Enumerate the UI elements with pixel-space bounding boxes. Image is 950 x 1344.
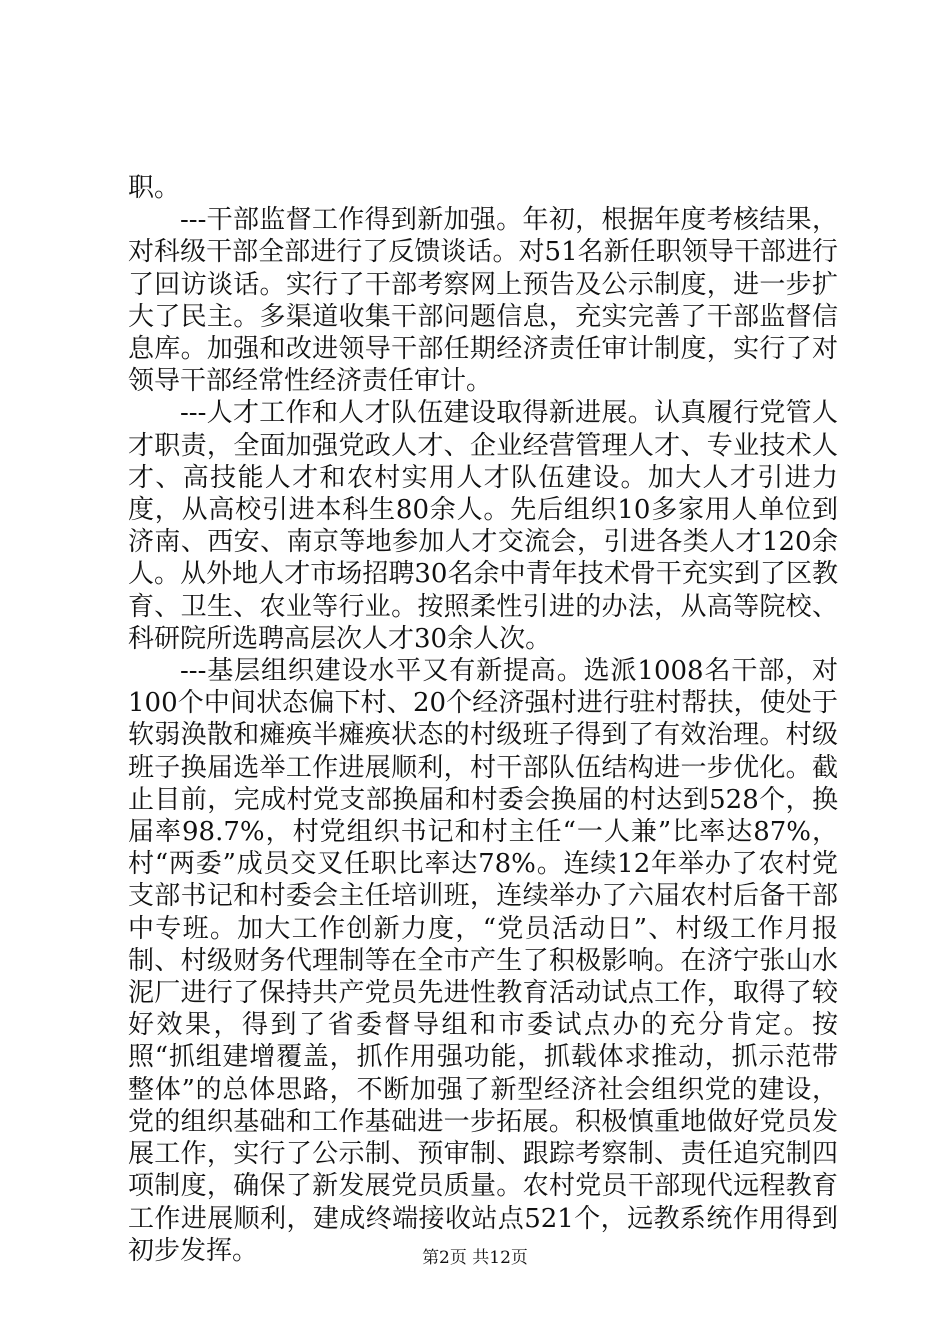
paragraph-cadre-supervision: ---干部监督工作得到新加强。年初，根据年度考核结果，对科级干部全部进行了反馈谈话。对51名新任职领导干部进行了回访谈话。实行了干部考察网上预告及公示制度，进一步扩大了民主。多渠道收集干部问题信息，充实完善了干部监督信息库。加强和改进领导干部任期经济责任审计制度，实行了对领导干部经常性经济责任审计。 — [128, 205, 838, 397]
paragraph-grassroots-organization: ---基层组织建设水平又有新提高。选派1008名干部，对100个中间状态偏下村、20个经济强村进行驻村帮扶，使处于软弱涣散和瘫痪半瘫痪状态的村级班子得到了有效治理。村级班子换届选举工作进展顺利，村干部队伍结构进一步优化。截止目前，完成村党支部换届和村委会换届的村达到528个，换届率98.7%，村党组织书记和村主任“一人兼”比率达87%，村“两委”成员交叉任职比率达78%。连续12年举办了农村党支部书记和村委会主任培训班，连续举办了六届农村后备干部中专班。加大工作创新力度，“党员活动日”、村级工作月报制、村级财务代理制等在全市产生了积极影响。在济宁张山水泥厂进行了保持共产党员先进性教育活动试点工作，取得了较好效果，得到了省委督导组和市委试点办的充分肯定。按照“抓组建增覆盖，抓作用强功能，抓载体求推动，抓示范带整体”的总体思路，不断加强了新型经济社会组织党的建设，党的组织基础和工作基础进一步拓展。积极慎重地做好党员发展工作，实行了公示制、预审制、跟踪考察制、责任追究制四项制度，确保了新发展党员质量。农村党员干部现代远程教育工作进展顺利，建成终端接收站点521个，远教系统作用得到初步发挥。 — [128, 656, 838, 1266]
paragraph-talent-work: ---人才工作和人才队伍建设取得新进展。认真履行党管人才职责，全面加强党政人才、企业经营管理人才、专业技术人才、高技能人才和农村实用人才队伍建设。加大人才引进力度，从高校引进本科生80余人。先后组织10多家用人单位到济南、西安、南京等地参加人才交流会，引进各类人才120余人。从外地人才市场招聘30名余中青年技术骨干充实到了区教育、卫生、农业等行业。按照柔性引进的办法，从高等院校、科研院所选聘高层次人才30余人次。 — [128, 398, 838, 654]
page-number-footer: 第2页 共12页 — [422, 1248, 528, 1268]
paragraph-continuation: 职。 — [128, 173, 181, 203]
document-body — [128, 172, 838, 1267]
